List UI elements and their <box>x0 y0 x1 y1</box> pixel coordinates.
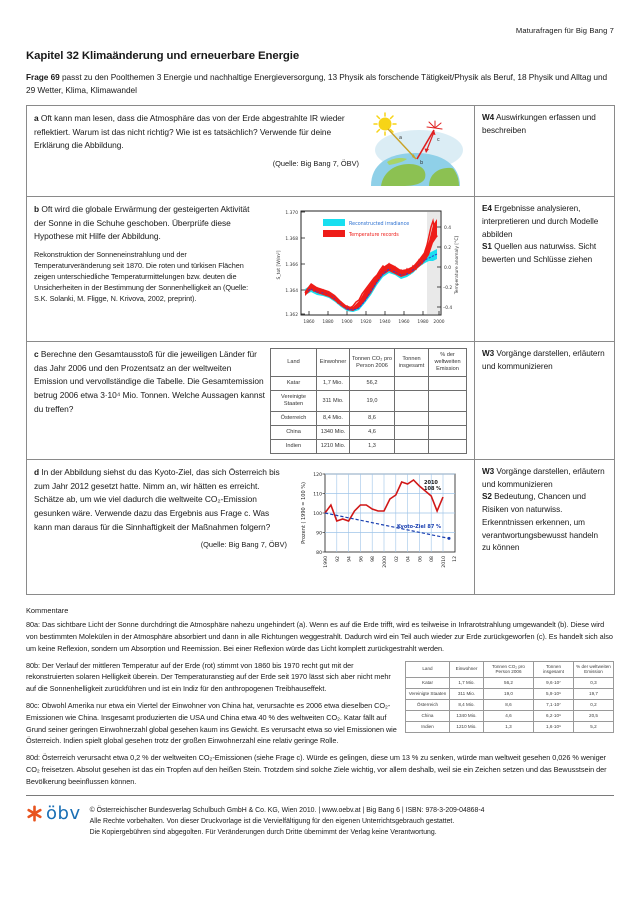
competence-b <box>482 203 607 267</box>
kommentare-heading: Kommentare <box>26 606 69 616</box>
kommentare-body <box>26 619 614 788</box>
table-row <box>271 377 467 391</box>
competence-d-code-1: S2 <box>482 492 492 502</box>
svg-text:110: 110 <box>313 492 322 498</box>
cell-prozent-blank[interactable] <box>429 440 467 454</box>
cell-einwohner: 8,4 Mio. <box>450 699 484 710</box>
cell-prozent-blank[interactable] <box>429 377 467 391</box>
svg-text:Prozent ( 1990 = 100 %): Prozent ( 1990 = 100 %) <box>301 482 307 544</box>
frage-label: Frage 69 <box>26 72 60 82</box>
worksheet-header-insgesamt: Tonnen insgesamt <box>395 349 429 377</box>
cell-land: Vereinigte Staaten <box>406 688 450 699</box>
cell-pro-person: 4,6 <box>350 426 395 440</box>
svg-text:2000: 2000 <box>433 320 445 326</box>
svg-text:1900: 1900 <box>341 320 353 326</box>
svg-text:92: 92 <box>335 556 341 562</box>
footer <box>26 796 614 839</box>
cell-land: Vereinigte Staaten <box>271 391 317 412</box>
table-row <box>406 677 614 688</box>
svg-text:b: b <box>420 160 424 167</box>
competence-d-code-0: W3 <box>482 467 495 477</box>
kommentar-80d <box>26 752 614 787</box>
cell-insgesamt-blank[interactable] <box>395 377 429 391</box>
questions-table <box>26 105 615 595</box>
svg-text:80: 80 <box>316 551 322 557</box>
table-row <box>406 699 614 710</box>
worksheet-header-row <box>271 349 467 377</box>
svg-text:a: a <box>399 135 403 142</box>
worksheet-header-prozent: % der weltweiten Emission <box>429 349 467 377</box>
table-row <box>271 426 467 440</box>
table-row <box>406 688 614 699</box>
svg-text:1920: 1920 <box>360 320 372 326</box>
competence-b-cell <box>475 197 615 342</box>
svg-text:Temperature anomaly [°C]: Temperature anomaly [°C] <box>455 236 460 295</box>
table-row <box>271 412 467 426</box>
cell-prozent: 19,7 <box>574 688 614 699</box>
svg-text:1.370: 1.370 <box>285 211 298 217</box>
svg-text:–0.4: –0.4 <box>443 306 453 312</box>
table-row-c <box>27 342 615 460</box>
svg-text:02: 02 <box>394 556 400 562</box>
svg-text:96: 96 <box>359 556 365 562</box>
question-a-letter: a <box>34 113 39 124</box>
svg-text:120: 120 <box>313 473 322 479</box>
cell-prozent: 20,5 <box>574 710 614 721</box>
svg-text:1880: 1880 <box>322 320 334 326</box>
cell-pro-person: 56,2 <box>484 677 534 688</box>
svg-text:Reconstructed irradiance: Reconstructed irradiance <box>349 222 410 228</box>
competence-a <box>482 112 607 137</box>
svg-text:1940: 1940 <box>379 320 391 326</box>
table-row <box>271 440 467 454</box>
svg-text:c: c <box>437 137 440 144</box>
cell-pro-person: 8,6 <box>350 412 395 426</box>
cell-land: China <box>271 426 317 440</box>
cell-land: Österreich <box>406 699 450 710</box>
answer-emissions-table <box>405 661 614 733</box>
cell-prozent: 0,2 <box>574 699 614 710</box>
competence-c-text-0: Vorgänge darstellen, erläutern und kommunizieren <box>482 349 605 371</box>
competence-d-text-0: Vorgänge darstellen, erläutern und kommunizieren <box>482 467 605 489</box>
kommentar-80a-text: Das sichtbare Licht der Sonne durchdringt die Atmosphäre nahezu ungehindert (a). Wenn es auf die Erde trifft, wird es teilweise in Infrarotstrahlung umgewandelt (b). Diese wird von bestimmten Molekülen in der Atmosphäre absorbiert und dann in alle Richtungen weggestrahlt. Dadurch wird ein Teil auch wieder zur Erde zurückgeworfen (c). Es handelt sich also um keine Reflexion, sondern um Absorption und Reemission. Bei einer Reflexion würde das Licht komplett zurückgestrahlt werden. <box>26 620 613 653</box>
cell-pro-person: 56,2 <box>350 377 395 391</box>
cell-einwohner: 1340 Mio. <box>317 426 350 440</box>
table-row <box>271 391 467 412</box>
frage-text: passt zu den Poolthemen 3 Energie und nachhaltige Energieversorgung, 13 Physik als forschende Tätigkeit/Physik als Beruf, 18 Physik und Alltag und 29 Wetter, Klima, Klimawandel <box>26 72 608 95</box>
cell-einwohner: 1210 Mio. <box>317 440 350 454</box>
table-row-d <box>27 460 615 595</box>
cell-einwohner: 1,7 Mio. <box>317 377 350 391</box>
cell-land: Katar <box>406 677 450 688</box>
question-b-text: b Oft wird die globale Erwärmung der gesteigerten Aktivität der Sonne in die Schuhe geschoben. Überprüfe diese Hypothese mit Hilfe der Abbildung. <box>34 204 250 242</box>
cell-einwohner: 311 Mio. <box>317 391 350 412</box>
cell-insgesamt: 7,1·10⁷ <box>534 699 574 710</box>
table-row <box>406 721 614 732</box>
competence-b-code-1: S1 <box>482 242 492 252</box>
svg-text:0.4: 0.4 <box>444 226 451 232</box>
footer-line-2: Alle Rechte vorbehalten. Von dieser Druckvorlage ist die Vervielfältigung für den eigenen Unterrichtsgebrauch gestattet. <box>89 817 455 825</box>
kommentar-80b-text: Der Verlauf der mittleren Temperatur auf der Erde (rot) stimmt von 1860 bis 1970 recht gut mit der rekonstruierten solaren Helligkeit überein. Der Temperaturanstieg auf der Erde seit 1970 lässt sich aber nicht mehr auf die Sonnenhelligkeit zurückführen und ist ein Indiz für den anthropogenen Treibhauseffekt. <box>26 660 391 694</box>
cell-prozent-blank[interactable] <box>429 412 467 426</box>
svg-text:04: 04 <box>406 556 412 562</box>
competence-c <box>482 348 607 373</box>
cell-insgesamt-blank[interactable] <box>395 440 429 454</box>
svg-text:12: 12 <box>453 556 458 562</box>
worksheet-emissions-table <box>270 348 467 454</box>
svg-text:Temperature records: Temperature records <box>349 233 399 239</box>
question-c-letter: c <box>34 349 39 360</box>
cell-land: Indien <box>271 440 317 454</box>
table-row-b <box>27 197 615 342</box>
table-row-a <box>27 106 615 197</box>
cell-land: Österreich <box>271 412 317 426</box>
cell-insgesamt-blank[interactable] <box>395 412 429 426</box>
page-title: Kapitel 32 Klimaänderung und erneuerbare Energie <box>26 50 300 62</box>
svg-text:1.364: 1.364 <box>285 289 298 295</box>
cell-land: China <box>406 710 450 721</box>
sun-earth-reflection-icon <box>363 112 467 186</box>
cell-insgesamt: 9,6·10⁷ <box>534 677 574 688</box>
svg-text:94: 94 <box>347 556 353 562</box>
competence-d <box>482 466 607 555</box>
question-d-cell <box>27 460 475 595</box>
oebv-logo <box>26 802 81 824</box>
svg-text:108 %: 108 % <box>424 486 442 493</box>
svg-text:S_tot [W/m²]: S_tot [W/m²] <box>277 250 282 280</box>
competence-d-cell <box>475 460 615 595</box>
cell-insgesamt-blank[interactable] <box>395 391 429 412</box>
footer-text <box>90 805 485 839</box>
footer-line-1: © Österreichischer Bundesverlag Schulbuch GmbH & Co. KG, Wien 2010. | www.oebv.at | Big Bang 6 | ISBN: 978-3-209-04868-4 <box>89 806 485 814</box>
competence-a-code-0: W4 <box>482 113 495 123</box>
cell-prozent-blank[interactable] <box>429 391 467 412</box>
cell-einwohner: 1340 Mio. <box>450 710 484 721</box>
cell-prozent: 5,2 <box>574 721 614 732</box>
cell-pro-person: 8,6 <box>484 699 534 710</box>
question-b-caption: Rekonstruktion der Sonneneinstrahlung und der Temperaturveränderung seit 1870. Die roten und türkisen Flächen zeigen unterschiedliche Temperaturmittelungen bzw. deuten die Unsicherheiten in der Bestimmung der Sonnenhelligkeit an (Quelle: S.K. Solanki, M. Fligge, N. Krivova, 2002, preprint). <box>34 250 249 303</box>
irradiance-temperature-chart <box>267 203 467 331</box>
question-b-cell <box>27 197 475 342</box>
competence-c-code-0: W3 <box>482 349 495 359</box>
question-d-source: (Quelle: Big Bang 7, ÖBV) <box>200 540 287 550</box>
question-d-letter: d <box>34 467 40 478</box>
svg-text:90: 90 <box>316 531 322 537</box>
svg-text:2010: 2010 <box>424 480 438 487</box>
cell-einwohner: 1210 Mio. <box>450 721 484 732</box>
answer-header-prozent: % der weltweiten Emission <box>574 661 614 677</box>
question-b-letter: b <box>34 204 40 215</box>
cell-pro-person: 19,0 <box>350 391 395 412</box>
kommentar-80b-label: 80b: <box>26 660 41 670</box>
cell-pro-person: 1,3 <box>350 440 395 454</box>
competence-a-cell <box>475 106 615 197</box>
competence-b-text-1: Quellen aus naturwiss. Sicht bewerten und Schlüsse ziehen <box>482 242 597 265</box>
kommentar-80d-text: Österreich verursacht etwa 0,2 % der weltweiten CO₂-Emissionen (siehe Frage c). Würde es gelingen, diese um 13 % zu senken, würde man weltweit gesehen 0,026 % weniger CO₂ freisetzen. Absolut gesehen ist das ein Tropfen auf den heißen Stein. Trotzdem sind solche Ziele wichtig, vor allem deshalb, weil sie ein Zeichen setzen und das Bewusstsein der Bevölkerung beeinflussen können. <box>26 753 607 786</box>
competence-b-text-0: Ergebnisse analysieren, interpretieren und durch Modelle abbilden <box>482 204 599 239</box>
kommentar-80d-label: 80d: <box>26 753 41 763</box>
running-head: Maturafragen für Big Bang 7 <box>515 26 614 35</box>
question-a-text: a Oft kann man lesen, dass die Atmosphäre das von der Erde abgestrahlte IR wieder reflektiert. Warum ist das nicht richtig? Wie ist es tatsächlich? Verwende für deine Erklärung die Abbildung. <box>34 113 345 151</box>
cell-prozent-blank[interactable] <box>429 426 467 440</box>
kommentar-80c-text: Obwohl Amerika nur etwa ein Viertel der Einwohner von China hat, verursachte es 2006 etwa dieselben CO₂-Emissionen wie China. Insgesamt produzierten die USA und China etwa 40 % des weltweiten CO₂. Katar fällt auf Grund seiner geringen Einwohnerzahl global gesehen kaum ins Gewicht. Es verursacht etwa so viel Emissionen wie Österreich. Indien spielt global gesehen trotz der großen Einwohnerzahl eine relativ geringe Rolle. <box>26 700 397 746</box>
svg-text:1990: 1990 <box>324 556 329 568</box>
cell-einwohner: 8,4 Mio. <box>317 412 350 426</box>
cell-insgesamt: 1,6·10⁹ <box>534 721 574 732</box>
cell-einwohner: 1,7 Mio. <box>450 677 484 688</box>
svg-text:0.2: 0.2 <box>444 246 451 252</box>
svg-text:1960: 1960 <box>398 320 410 326</box>
svg-text:–0.2: –0.2 <box>443 286 453 292</box>
question-a-source: (Quelle: Big Bang 7, ÖBV) <box>272 159 359 169</box>
footer-line-3: Die Kopiergebühren sind abgegolten. Für Veränderungen durch Dritte übernimmt der Verlag keine Verantwortung. <box>89 829 437 837</box>
kommentar-80a <box>26 619 614 654</box>
cell-einwohner: 311 Mio. <box>450 688 484 699</box>
asterisk-icon <box>26 805 43 822</box>
svg-text:1860: 1860 <box>303 320 315 326</box>
kyoto-target-chart <box>291 466 467 584</box>
answer-header-insgesamt: Tonnen insgesamt <box>534 661 574 677</box>
competence-d-text-1: Bedeutung, Chancen und Risiken von naturwiss. Erkenntnissen erkennen, um verantwortungsbewusst handeln zu können <box>482 492 598 553</box>
svg-text:1.368: 1.368 <box>285 237 298 243</box>
kommentar-80a-label: 80a: <box>26 620 41 630</box>
svg-text:Kyoto-Ziel 87 %: Kyoto-Ziel 87 % <box>397 524 442 531</box>
svg-text:98: 98 <box>371 556 377 562</box>
svg-text:100: 100 <box>313 512 322 518</box>
worksheet-header-land: Land <box>271 349 317 377</box>
svg-text:1.362: 1.362 <box>285 313 298 319</box>
worksheet-header-pro-person: Tonnen CO₂ pro Person 2006 <box>350 349 395 377</box>
svg-text:2010: 2010 <box>442 556 447 568</box>
answer-header-row <box>406 661 614 677</box>
question-c-text: c Berechne den Gesamtausstoß für die jeweiligen Länder für das Jahr 2006 und den Prozentsatz an der weltweiten Emission und vervollständige die Tabelle. Die Gesamtemission betrug 2006 etwa 3·10⁴ Mio. Tonnen. Welche Aussagen kannst du treffen? <box>34 349 265 414</box>
question-c-cell <box>27 342 475 460</box>
answer-table-wrapper <box>405 661 614 733</box>
svg-text:06: 06 <box>418 556 424 562</box>
question-d-text: d In der Abbildung siehst du das Kyoto-Ziel, das sich Österreich bis zum Jahr 2012 gesetzt hatte. Nimm an, wir hätten es erreicht. Schätze ab, um wie viel dadurch die weltweite CO₂-Emission gesunken wäre. Verwende dazu das Ergebnis aus Frage c. Was kann man daraus für die Sinnhaftigkeit der Maßnahmen folgern? <box>34 467 280 532</box>
svg-text:1.366: 1.366 <box>285 263 298 269</box>
competence-a-text-0: Auswirkungen erfassen und beschreiben <box>482 113 596 135</box>
question-a-cell <box>27 106 475 197</box>
cell-pro-person: 4,6 <box>484 710 534 721</box>
svg-text:1980: 1980 <box>417 320 429 326</box>
competence-b-code-0: E4 <box>482 204 492 214</box>
oebv-wordmark: öbv <box>46 802 81 824</box>
cell-pro-person: 19,0 <box>484 688 534 699</box>
worksheet-header-einwohner: Einwohner <box>317 349 350 377</box>
cell-land: Katar <box>271 377 317 391</box>
table-row <box>406 710 614 721</box>
cell-insgesamt: 6,2·10⁹ <box>534 710 574 721</box>
cell-pro-person: 1,3 <box>484 721 534 732</box>
answer-header-pro-person: Tonnen CO₂ pro Person 2006 <box>484 661 534 677</box>
svg-text:2000: 2000 <box>383 556 388 568</box>
answer-header-land: Land <box>406 661 450 677</box>
svg-text:08: 08 <box>430 556 436 562</box>
competence-c-cell <box>475 342 615 460</box>
cell-insgesamt: 5,9·10⁹ <box>534 688 574 699</box>
cell-prozent: 0,3 <box>574 677 614 688</box>
kommentar-80c-label: 80c: <box>26 700 40 710</box>
cell-land: Indien <box>406 721 450 732</box>
cell-insgesamt-blank[interactable] <box>395 426 429 440</box>
svg-text:0.0: 0.0 <box>444 266 451 272</box>
frage-intro <box>26 71 614 96</box>
answer-header-einwohner: Einwohner <box>450 661 484 677</box>
